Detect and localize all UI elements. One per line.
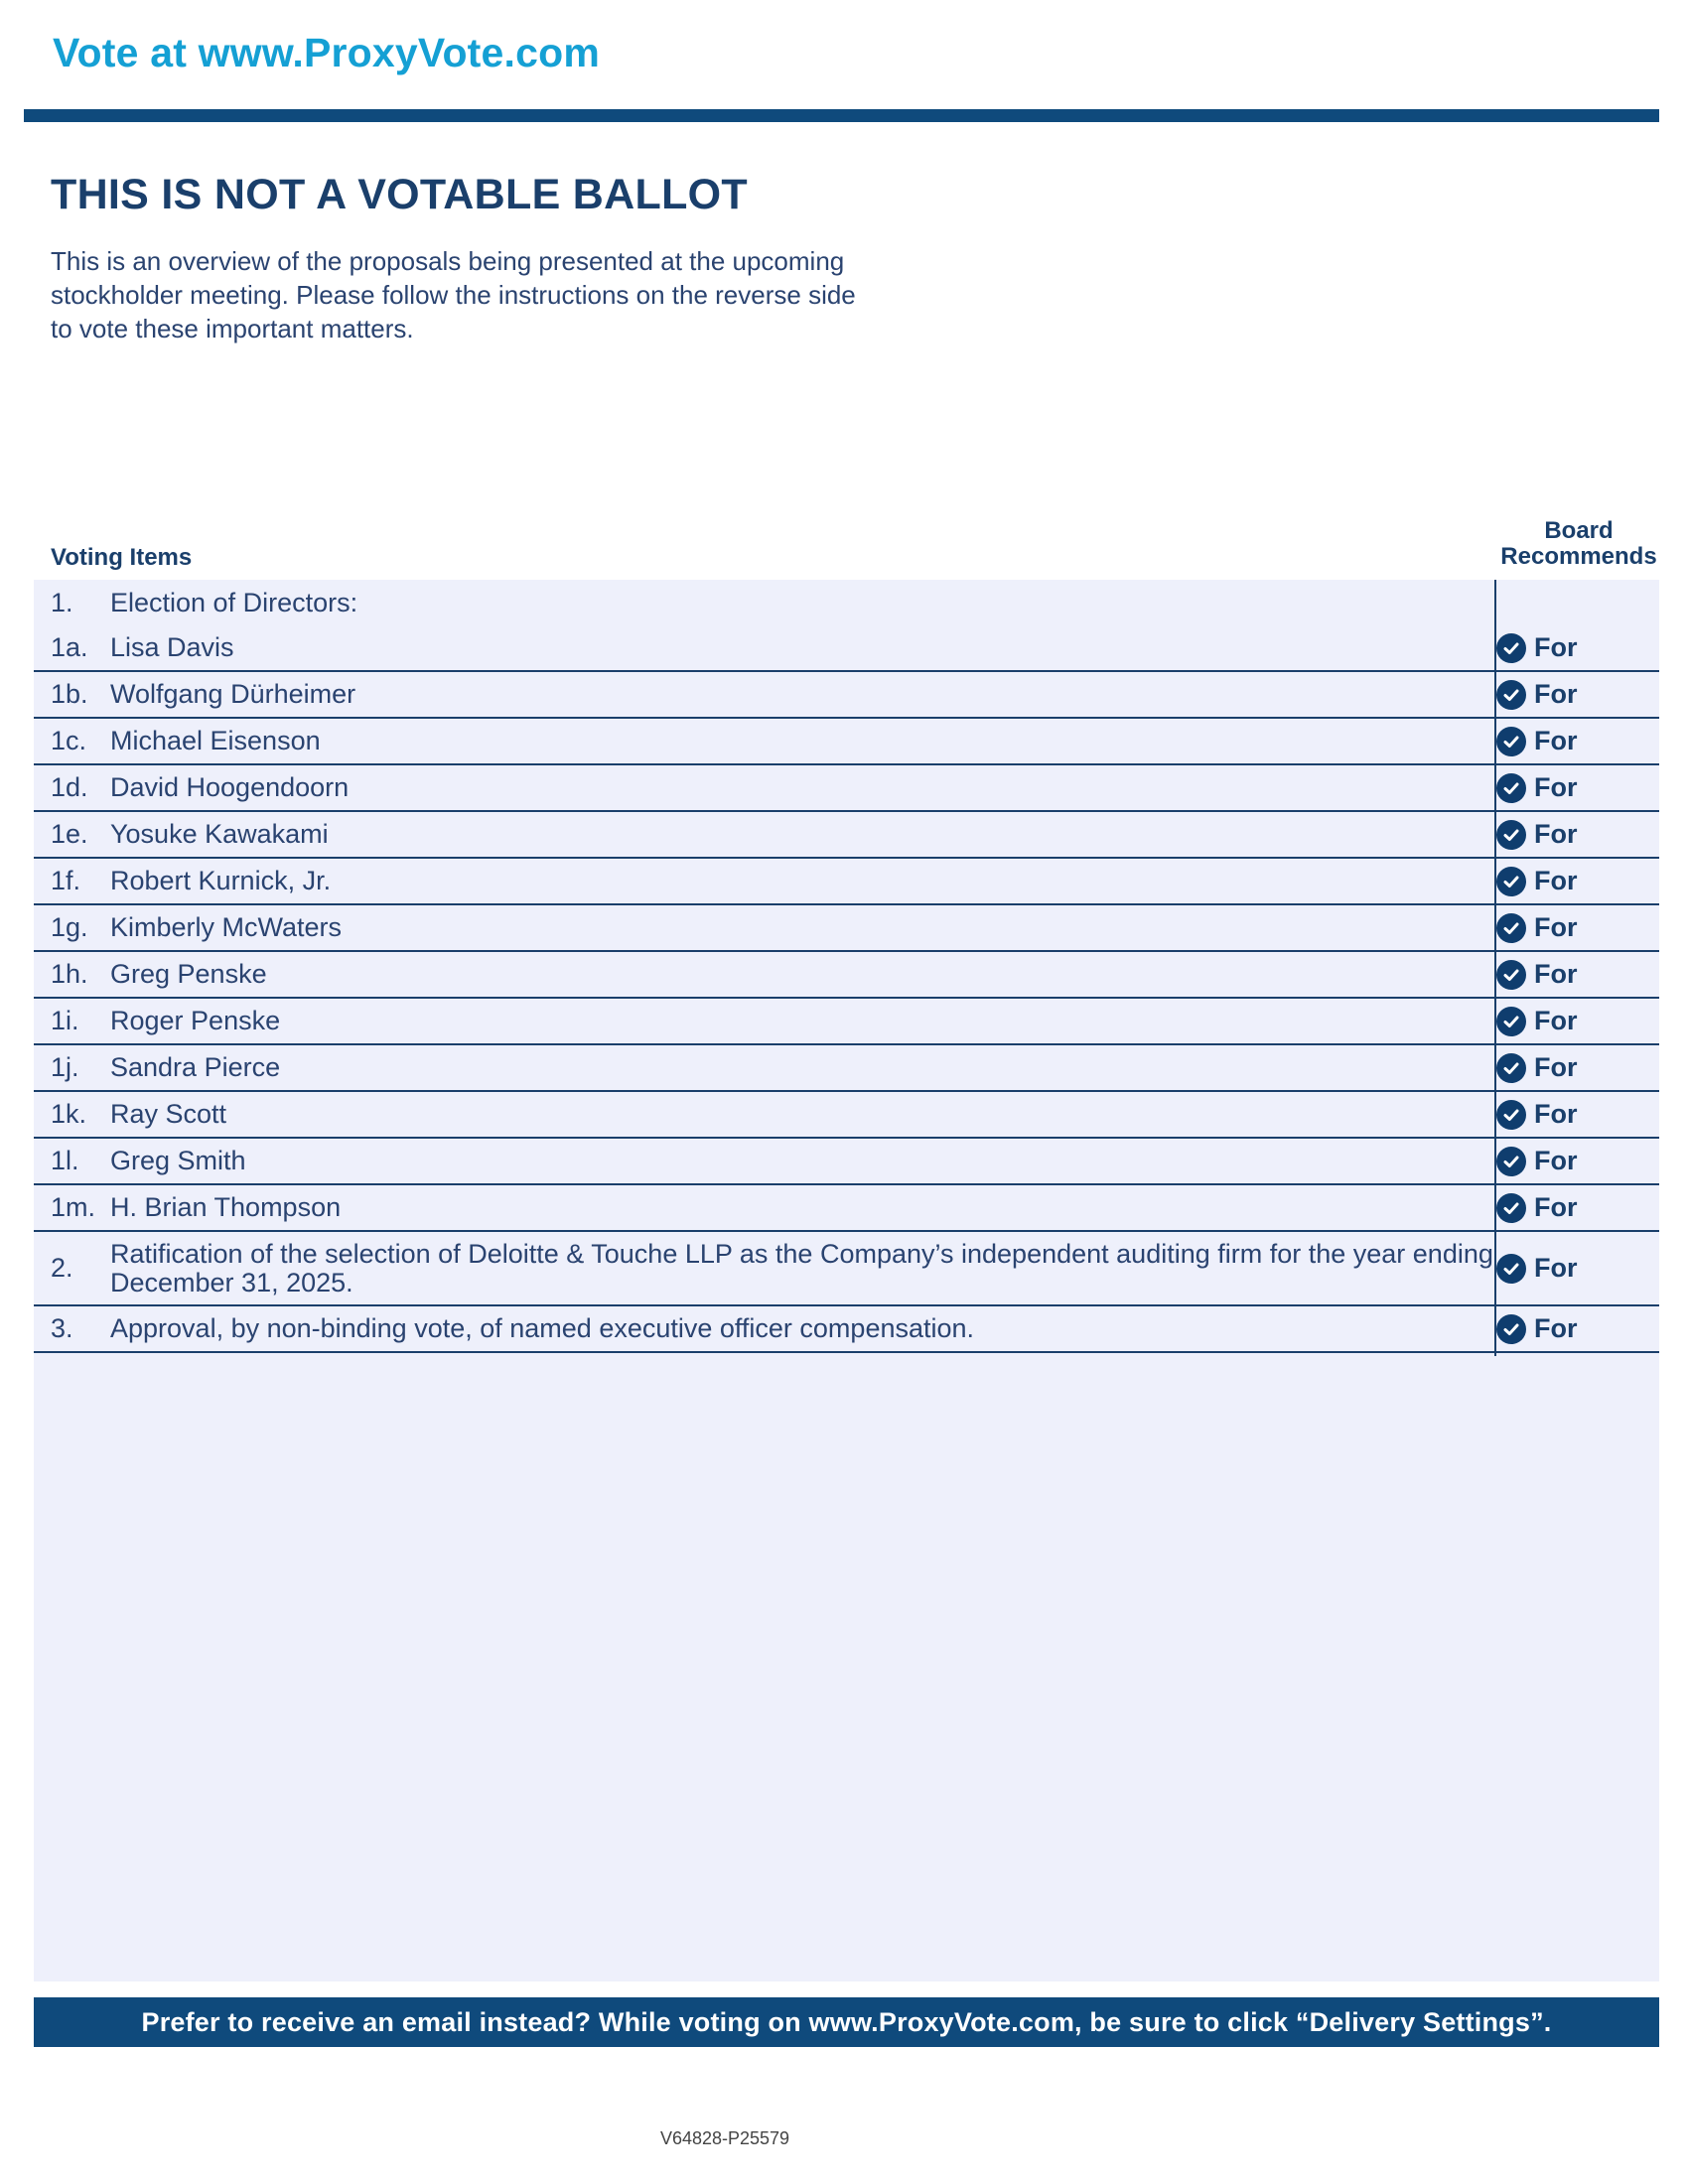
board-recommendation	[1496, 912, 1578, 943]
item-number: 1g.	[51, 912, 88, 942]
board-recommends-heading	[1494, 518, 1663, 570]
item-number: 2.	[51, 1253, 73, 1283]
section-row-election	[34, 580, 1659, 625]
board-recommendation	[1496, 1006, 1578, 1036]
item-label: Wolfgang Dürheimer	[110, 679, 356, 709]
board-heading-line1: Board	[1544, 517, 1614, 544]
check-circle-icon	[1496, 960, 1526, 990]
item-number: 1i.	[51, 1006, 79, 1035]
check-circle-icon	[1496, 820, 1526, 850]
item-number: 1k.	[51, 1099, 87, 1129]
voting-item-row	[34, 1139, 1659, 1185]
check-circle-icon	[1496, 913, 1526, 943]
board-recommendation	[1496, 866, 1578, 896]
vote-link-header[interactable]: Vote at www.ProxyVote.com	[53, 30, 601, 75]
board-recommendation	[1496, 772, 1578, 803]
recommendation-label: For	[1534, 772, 1578, 802]
item-label: Kimberly McWaters	[110, 912, 343, 942]
board-recommendation	[1496, 1313, 1578, 1344]
recommendation-label: For	[1534, 632, 1578, 662]
check-circle-icon	[1496, 1007, 1526, 1036]
recommendation-label: For	[1534, 819, 1578, 849]
voting-item-row	[34, 999, 1659, 1045]
voting-item-row	[34, 672, 1659, 719]
voting-item-row	[34, 1092, 1659, 1139]
recommendation-label: For	[1534, 679, 1578, 709]
board-recommendation	[1496, 959, 1578, 990]
check-circle-icon	[1496, 1053, 1526, 1083]
document-code: V64828-P25579	[659, 2128, 790, 2148]
item-label: Roger Penske	[110, 1006, 281, 1035]
check-circle-icon	[1496, 1193, 1526, 1223]
board-recommendation	[1496, 1099, 1578, 1130]
item-label: Yosuke Kawakami	[110, 819, 329, 849]
voting-item-row	[34, 812, 1659, 859]
item-number: 1j.	[51, 1052, 79, 1082]
item-number: 1h.	[51, 959, 88, 989]
voting-item-row	[34, 765, 1659, 812]
board-recommendation	[1496, 1052, 1578, 1083]
item-number: 1m.	[51, 1192, 96, 1222]
voting-items-heading: Voting Items	[51, 544, 193, 571]
voting-items-list	[34, 580, 1659, 1353]
item-number: 1e.	[51, 819, 88, 849]
header-rule	[24, 109, 1659, 122]
item-number: 1l.	[51, 1146, 79, 1175]
item-label: Ratification of the selection of Deloitte & Touche LLP as the Company’s independent auditing firm for the year ending December 31, 2025.	[110, 1238, 1493, 1297]
board-recommendation	[1496, 679, 1578, 710]
voting-item-row	[34, 1185, 1659, 1232]
voting-item-row	[34, 1232, 1659, 1306]
voting-item-row	[34, 905, 1659, 952]
recommendation-label: For	[1534, 912, 1578, 942]
recommendation-label: For	[1534, 959, 1578, 989]
voting-item-row	[34, 1045, 1659, 1092]
email-delivery-banner[interactable]: Prefer to receive an email instead? While voting on www.ProxyVote.com, be sure to click “Delivery Settings”.	[34, 1997, 1659, 2047]
ballot-title: THIS IS NOT A VOTABLE BALLOT	[51, 171, 748, 218]
item-number: 1f.	[51, 866, 81, 895]
check-circle-icon	[1496, 773, 1526, 803]
item-number: 1a.	[51, 632, 88, 662]
board-recommendation	[1496, 819, 1578, 850]
check-circle-icon	[1496, 727, 1526, 756]
check-circle-icon	[1496, 1314, 1526, 1344]
recommendation-label: For	[1534, 1313, 1578, 1343]
board-heading-line2: Recommends	[1500, 543, 1657, 570]
board-recommendation	[1496, 726, 1578, 756]
item-label: Greg Smith	[110, 1146, 246, 1175]
item-label: Greg Penske	[110, 959, 267, 989]
recommendation-label: For	[1534, 1146, 1578, 1175]
recommendation-label: For	[1534, 866, 1578, 895]
item-number: 1d.	[51, 772, 88, 802]
recommendation-label: For	[1534, 1006, 1578, 1035]
check-circle-icon	[1496, 1100, 1526, 1130]
item-label: Robert Kurnick, Jr.	[110, 866, 332, 895]
item-label: Sandra Pierce	[110, 1052, 281, 1082]
board-recommendation	[1496, 632, 1578, 663]
item-label: Election of Directors:	[110, 587, 358, 617]
board-recommendation	[1496, 1146, 1578, 1176]
check-circle-icon	[1496, 680, 1526, 710]
item-label: Michael Eisenson	[110, 726, 321, 755]
item-number: 3.	[51, 1313, 73, 1343]
item-number: 1c.	[51, 726, 87, 755]
check-circle-icon	[1496, 1254, 1526, 1284]
recommendation-label: For	[1534, 1192, 1578, 1222]
check-circle-icon	[1496, 1147, 1526, 1176]
intro-text: This is an overview of the proposals being presented at the upcoming stockholder meeting. Please follow the instructions on the reverse side to vote these important matters.	[51, 246, 856, 343]
voting-item-row	[34, 952, 1659, 999]
check-circle-icon	[1496, 633, 1526, 663]
recommendation-label: For	[1534, 726, 1578, 755]
voting-item-row	[34, 859, 1659, 905]
item-label: David Hoogendoorn	[110, 772, 350, 802]
check-circle-icon	[1496, 867, 1526, 896]
recommendation-label: For	[1534, 1253, 1578, 1283]
item-number: 1.	[51, 587, 73, 617]
item-label: Lisa Davis	[110, 632, 234, 662]
item-label: H. Brian Thompson	[110, 1192, 342, 1222]
item-label: Ray Scott	[110, 1099, 227, 1129]
voting-item-row	[34, 625, 1659, 672]
board-recommendation	[1496, 1192, 1578, 1223]
item-number: 1b.	[51, 679, 88, 709]
recommendation-label: For	[1534, 1099, 1578, 1129]
voting-item-row	[34, 719, 1659, 765]
voting-item-row	[34, 1306, 1659, 1353]
recommendation-label: For	[1534, 1052, 1578, 1082]
board-recommendation	[1496, 1253, 1578, 1284]
item-label: Approval, by non-binding vote, of named executive officer compensation.	[110, 1313, 975, 1343]
